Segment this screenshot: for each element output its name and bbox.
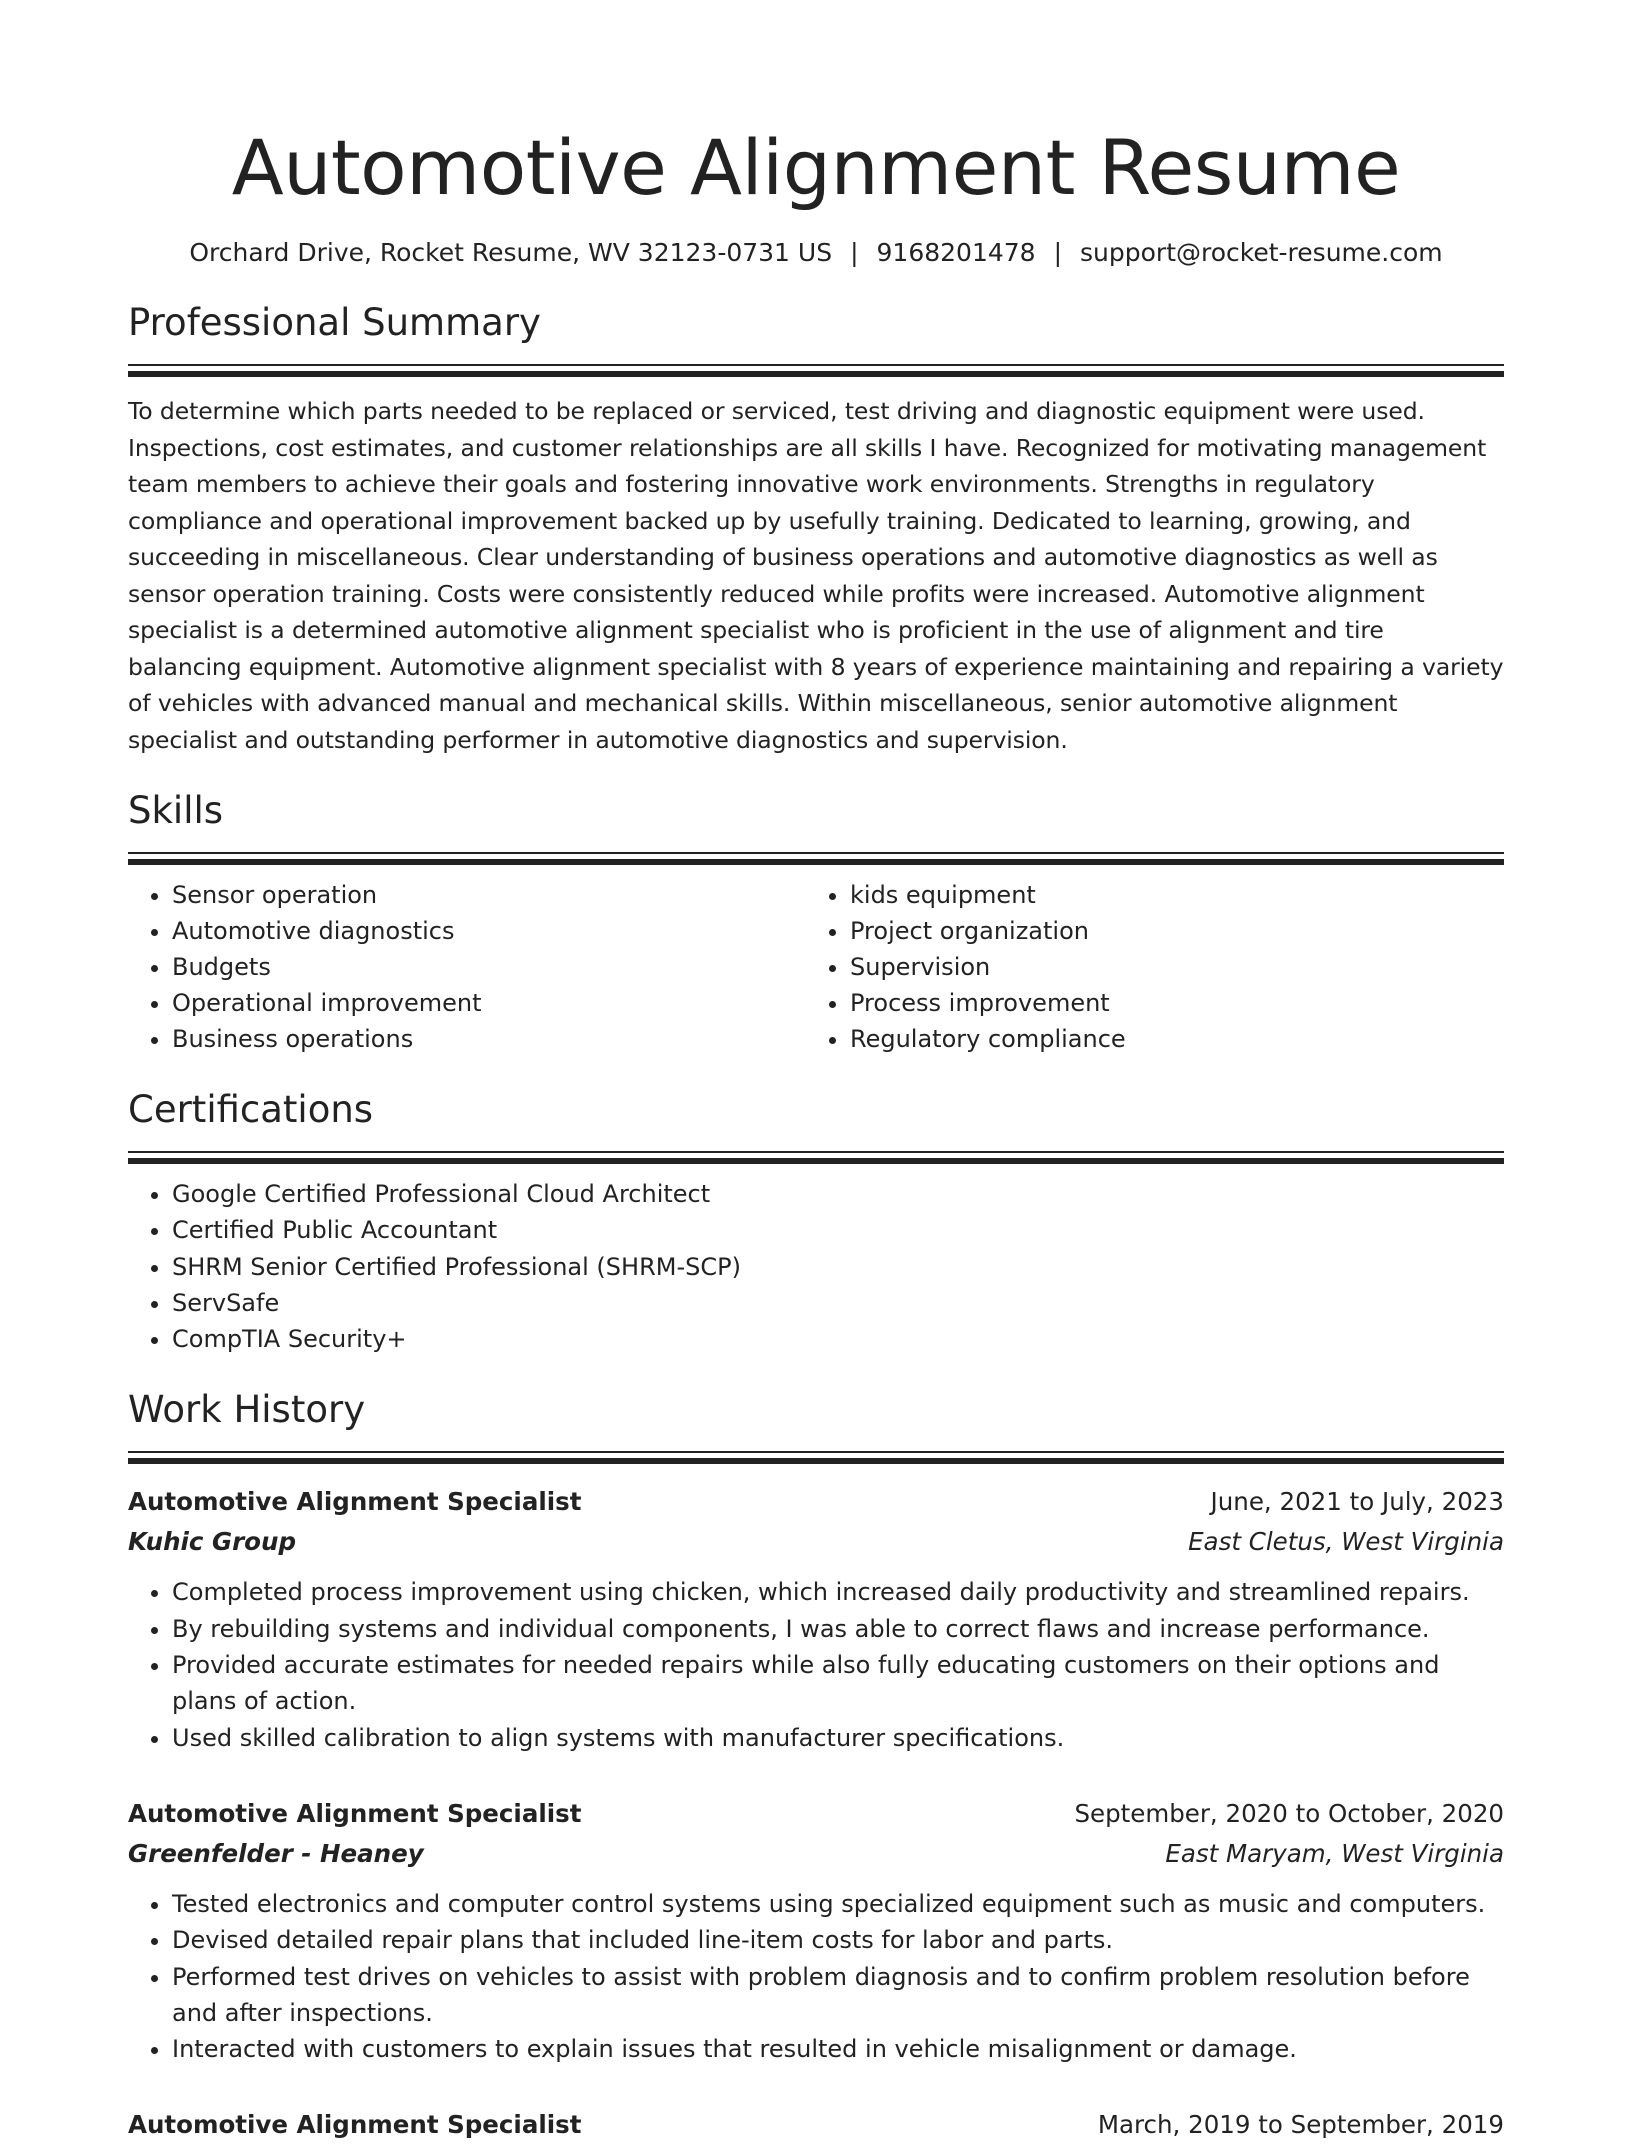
skills-section [128, 786, 1504, 1057]
skills-list-right [806, 877, 1484, 1057]
skill-item: • Operational improvement [172, 985, 806, 1021]
job-header-row [128, 1794, 1504, 1834]
skill-item: • Project organization [850, 913, 1484, 949]
job-bullet: • By rebuilding systems and individual components, I was able to correct flaws and increase performance. [172, 1611, 1504, 1647]
job-bullet: • Completed process improvement using chicken, which increased daily productivity and streamlined repairs. [172, 1574, 1504, 1610]
job-header-row [128, 1482, 1504, 1522]
resume-title: Automotive Alignment Resume [231, 123, 1401, 212]
contact-address: Orchard Drive, Rocket Resume, WV 32123-0731 US [189, 238, 833, 267]
job-dates: March, 2019 to September, 2019 [1097, 2110, 1504, 2140]
section-heading: Professional Summary [128, 301, 541, 344]
job-location: East Maryam, West Virginia [1165, 1838, 1504, 1868]
job-location: East Cletus, West Virginia [1188, 1527, 1504, 1557]
job-title: Automotive Alignment Specialist [128, 1487, 582, 1517]
work-history-section [128, 1385, 1504, 2145]
job-bullet: • Tested electronics and computer control systems using specialized equipment such as music and computers. [172, 1886, 1504, 1922]
job-entry [128, 1482, 1504, 1755]
section-heading: Work History [128, 1388, 366, 1432]
contact-phone: 9168201478 [876, 238, 1036, 267]
job-dates: June, 2021 to July, 2023 [1210, 1487, 1504, 1517]
job-bullet: • Devised detailed repair plans that included line-item costs for labor and parts. [172, 1922, 1504, 1958]
certifications-list [128, 1176, 1504, 1357]
job-title: Automotive Alignment Specialist [128, 2110, 582, 2140]
section-divider [128, 1451, 1504, 1462]
section-divider [128, 364, 1504, 375]
job-entry [128, 1794, 1504, 2067]
job-bullets [128, 1886, 1504, 2067]
job-entry [128, 2105, 1504, 2145]
job-bullets [128, 1574, 1504, 1755]
skill-item: • Business operations [172, 1021, 806, 1057]
job-bullet: • Performed test drives on vehicles to assist with problem diagnosis and to confirm problem resolution before and after inspections. [172, 1959, 1504, 2032]
summary-text: To determine which parts needed to be replaced or serviced, test driving and diagnostic equipment were used. Inspections, cost estimates, and customer relationships are all skills I have. Recognized for motivating management team members to achieve their goals and fostering innovative work environments. Strengths in regulatory compliance and operational improvement backed up by usefully training. Dedicated to learning, growing, and succeeding in miscellaneous. Clear understanding of business operations and automotive diagnostics as well as sensor operation training. Costs were consistently reduced while profits were increased. Automotive alignment specialist is a determined automotive alignment specialist who is proficient in the use of alignment and tire balancing equipment. Automotive alignment specialist with 8 years of experience maintaining and repairing a variety of vehicles with advanced manual and mechanical skills. Within miscellaneous, senior automotive alignment specialist and outstanding performer in automotive diagnostics and supervision. [128, 397, 1504, 754]
contact-separator: | [1053, 238, 1063, 267]
certification-item: • CompTIA Security+ [172, 1321, 1504, 1357]
certification-item: • ServSafe [172, 1285, 1504, 1321]
job-title: Automotive Alignment Specialist [128, 1798, 582, 1828]
section-heading: Skills [128, 789, 224, 832]
resume-page [128, 118, 1504, 2145]
skills-grid [128, 877, 1504, 1057]
certification-item: • Certified Public Accountant [172, 1212, 1504, 1248]
skill-item: • Automotive diagnostics [172, 913, 806, 949]
job-bullet: • Provided accurate estimates for needed repairs while also fully educating customers on their options and plans of action. [172, 1647, 1504, 1720]
job-company-row [128, 1522, 1504, 1562]
section-heading: Certifications [128, 1088, 374, 1131]
contact-separator: | [850, 238, 859, 267]
contact-email: support@rocket-resume.com [1080, 238, 1443, 267]
skills-list-left [128, 877, 806, 1057]
section-divider [128, 1151, 1504, 1162]
certifications-section [128, 1085, 1504, 1357]
certification-item: • Google Certified Professional Cloud Architect [172, 1176, 1504, 1212]
summary-section [128, 298, 1504, 758]
skill-item: • Supervision [850, 949, 1484, 985]
job-bullet: • Used skilled calibration to align systems with manufacturer specifications. [172, 1720, 1504, 1756]
job-header-row [128, 2105, 1504, 2145]
job-dates: September, 2020 to October, 2020 [1074, 1798, 1504, 1828]
job-company: Kuhic Group [128, 1527, 296, 1557]
skill-item: • kids equipment [850, 877, 1484, 913]
job-bullet: • Interacted with customers to explain issues that resulted in vehicle misalignment or damage. [172, 2031, 1504, 2067]
job-company: Greenfelder - Heaney [128, 1838, 424, 1868]
job-company-row [128, 1834, 1504, 1874]
skill-item: • Sensor operation [172, 877, 806, 913]
section-divider [128, 852, 1504, 863]
contact-line [128, 236, 1504, 270]
skill-item: • Regulatory compliance [850, 1021, 1484, 1057]
skill-item: • Process improvement [850, 985, 1484, 1021]
skill-item: • Budgets [172, 949, 806, 985]
certification-item: • SHRM Senior Certified Professional (SHRM-SCP) [172, 1249, 1504, 1285]
